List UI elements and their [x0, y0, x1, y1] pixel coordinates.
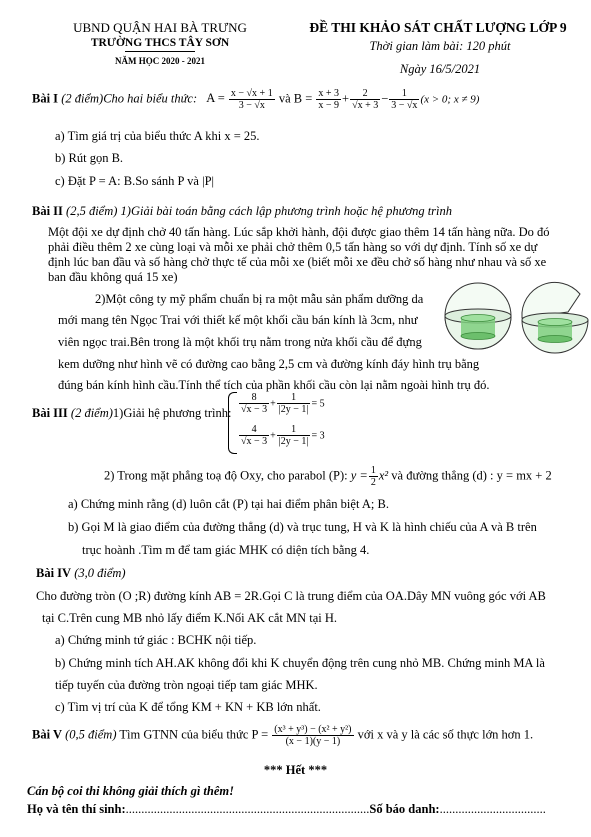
exam-duration: Thời gian làm bài: 120 phút [369, 39, 511, 53]
bai2-p2-line3: viên ngọc trai.Bên trong là một khối trụ nằm trong nửa khối cầu để đựng [58, 335, 422, 349]
bai4-question-b-line2: tiếp tuyến của đường tròn ngoại tiếp tam giác MHK. [55, 678, 318, 692]
candidate-info-line: Họ và tên thí sinh:..............................................................................Số báo danh:.................................. [27, 802, 546, 816]
sphere-cylinder-figure [440, 280, 590, 355]
bai4-question-a: a) Chứng minh tứ giác : BCHK nội tiếp. [55, 633, 257, 647]
proctor-note: Cán bộ coi thi không giải thích gì thêm! [27, 784, 234, 798]
bai2-p1-line3: định lúc ban đầu và số hàng chở thực tế của mỗi xe (biết mỗi xe đều chở số hàng như nhau và số xe [48, 255, 547, 269]
bai2-p1-line1: Một đội xe dự định chở 40 tấn hàng. Lúc sắp khởi hành, đội được giao thêm 14 tấn hàng nữa. Do đó [48, 225, 550, 239]
bai2-p2-line4: kem dưỡng như hình vẽ có đường cao bằng 2,5 cm và đường kính đáy hình trụ bằng [58, 357, 480, 371]
bai1-question-a: a) Tìm giá trị của biểu thức A khi x = 25. [55, 129, 260, 143]
bai1-question-c: c) Đặt P = A: B.So sánh P và |P| [55, 174, 215, 188]
bai4-line1: Cho đường tròn (O ;R) đường kính AB = 2R.Gọi C là trung điểm của OA.Dây MN vuông góc với AB [36, 589, 546, 603]
sphere-figure-left [445, 283, 511, 349]
header-underline [125, 51, 195, 52]
bai3-question-a: a) Chứng minh rằng (d) luôn cắt (P) tại hai điểm phân biệt A; B. [68, 497, 389, 511]
bai3-heading: Bài III (2 điểm)1)Giải hệ phương trình: [32, 406, 232, 420]
bai4-question-b-line1: b) Chứng minh tích AH.AK không đổi khi K chuyển động trên cung nhỏ MB. Chứng minh MA là [55, 656, 545, 670]
bai3-question-b-line1: b) Gọi M là giao điểm của đường thẳng (d) và trục tung, H và K là hình chiếu của A và B trên [68, 520, 537, 534]
end-marker: *** Hết *** [263, 763, 328, 777]
system-equation-2: $\frac{4}{√x - 3}$ + $\frac{1}{|2y - 1|}$ = 3 [241, 424, 325, 447]
header-school-year: NĂM HỌC 2020 - 2021 [115, 56, 205, 66]
bai3-question-b-line2: trục hoành .Tìm m để tam giác MHK có diện tích bằng 4. [82, 543, 370, 557]
bai2-p2-line5: đúng bán kính hình cầu.Tính thể tích của phần khối cầu còn lại nằm ngoài hình trụ đó. [58, 378, 490, 392]
bai1-question-b: b) Rút gọn B. [55, 151, 124, 165]
expr-b-fraction-2: $\frac{2}{√x + 3}$ [352, 88, 379, 111]
system-brace [228, 392, 237, 454]
bai2-heading: Bài II (2,5 điểm) 1)Giải bài toán bằng cách lập phương trình hoặc hệ phương trình [32, 204, 453, 218]
bai4-question-c: c) Tìm vị trí của K để tổng KM + KN + KB lớn nhất. [55, 700, 321, 714]
bai1-line: Bài I (2 điểm)Cho hai biểu thức: A = $\frac{x - √x + 1}{3 - √x}$ và B = $\frac{x + 3}{x - 9}$ + $\frac{2}{√x + 3}$ − $\frac{1}{3 - √x}$ (x > 0; x ≠ 9) [32, 88, 480, 111]
exam-title: ĐỀ THI KHẢO SÁT CHẤT LƯỢNG LỚP 9 [309, 20, 567, 35]
expr-a-fraction: $\frac{x - √x + 1}{3 - √x}$ [230, 88, 273, 111]
expr-b-fraction-3: $\frac{1}{3 - √x}$ [391, 88, 418, 111]
bai5-line: Bài V (0,5 điểm) Tìm GTNN của biểu thức P = $\frac{\text{(x³ + y³) − (x² + y²)}}{(x - 1)(y - 1)}$ với x và y là các số thực lớn hơn 1. [32, 724, 534, 747]
bai3-part2: 2) Trong mặt phẳng toạ độ Oxy, cho parabol (P): y = $\frac{1}{2}$ x² và đường thẳng (d) : y = mx + 2 [104, 465, 552, 488]
header-department: UBND QUẬN HAI BÀ TRƯNG [73, 20, 247, 35]
header-school: TRƯỜNG THCS TÂY SƠN [90, 37, 230, 49]
bai4-line2: tại C.Trên cung MB nhỏ lấy điểm K.Nối AK cắt MN tại H. [42, 611, 338, 625]
system-equation-1: $\frac{8}{√x - 3}$ + $\frac{1}{|2y - 1|}$ = 5 [241, 392, 325, 415]
exam-date: Ngày 16/5/2021 [399, 62, 481, 76]
bai2-p1-line4: ban đầu không quá 15 xe) [48, 270, 178, 284]
bai2-p2-line1: 2)Một công ty mỹ phẩm chuẩn bị ra một mẫu sản phẩm dưỡng da [95, 292, 424, 306]
bai4-heading: Bài IV (3,0 điểm) [36, 566, 126, 580]
sphere-figure-right [522, 282, 588, 353]
expr-b-fraction-1: $\frac{x + 3}{x - 9}$ [318, 88, 340, 111]
bai2-p2-line2: mới mang tên Ngọc Trai với thiết kế một khối cầu bán kính là 3cm, như [58, 313, 418, 327]
bai2-p1-line2: phải điều thêm 2 xe cùng loại và mỗi xe phải chở thêm 0,5 tấn hàng so với dự định. Tính số xe dự [48, 240, 538, 254]
